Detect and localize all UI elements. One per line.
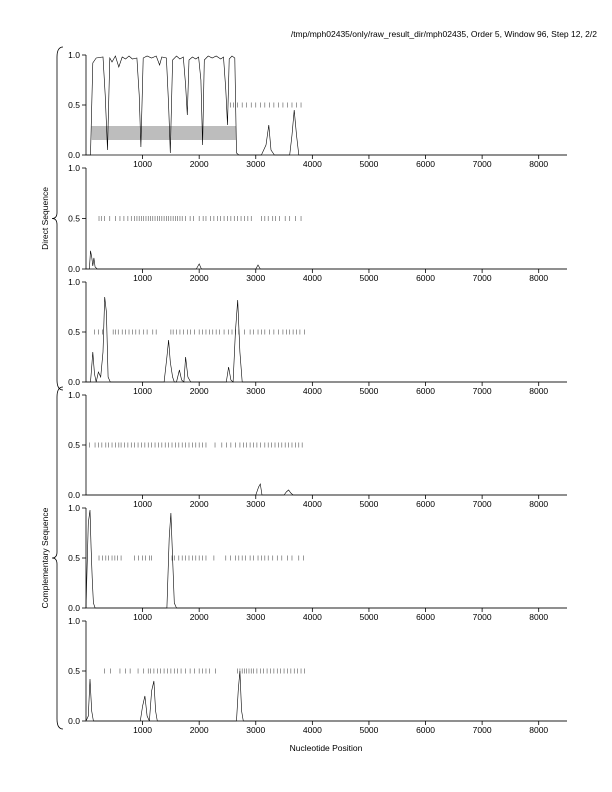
- x-tick-label: 8000: [529, 159, 549, 169]
- x-tick-label: 4000: [302, 386, 322, 396]
- y-tick-label: 0.5: [68, 327, 80, 337]
- y-tick-label: 1.0: [68, 163, 80, 173]
- x-tick-label: 6000: [416, 612, 435, 622]
- x-tick-label: 6000: [416, 159, 435, 169]
- probability-series-line: [86, 251, 567, 269]
- panel-5: [68, 503, 567, 622]
- x-tick-label: 7000: [472, 499, 492, 509]
- x-tick-label: 2000: [189, 273, 209, 283]
- group-label: Complementary Sequence: [40, 507, 50, 609]
- x-tick-label: 6000: [416, 273, 435, 283]
- x-tick-label: 5000: [359, 725, 379, 735]
- x-tick-label: 3000: [246, 273, 266, 283]
- x-tick-label: 6000: [416, 725, 435, 735]
- page-title: /tmp/mph02435/only/raw_result_dir/mph02435, Order 5, Window 96, Step 12, 2/2: [290, 29, 597, 39]
- group-brace: [52, 47, 63, 390]
- y-tick-label: 0.5: [68, 666, 80, 676]
- x-tick-label: 8000: [529, 725, 549, 735]
- x-tick-label: 3000: [246, 159, 266, 169]
- x-tick-label: 8000: [529, 612, 549, 622]
- panel-2: [68, 163, 567, 283]
- y-tick-label: 0.5: [68, 553, 80, 563]
- x-tick-label: 5000: [359, 159, 379, 169]
- x-tick-label: 1000: [133, 725, 153, 735]
- x-tick-label: 3000: [246, 725, 266, 735]
- panel-6: [68, 616, 567, 735]
- group-label: Direct Sequence: [40, 187, 50, 250]
- x-tick-label: 1000: [133, 612, 153, 622]
- probability-series-line: [86, 484, 567, 495]
- y-tick-label: 1.0: [68, 390, 80, 400]
- y-tick-label: 0.5: [68, 213, 80, 224]
- x-tick-label: 7000: [472, 612, 492, 622]
- y-tick-label: 0.5: [68, 440, 80, 450]
- x-tick-label: 2000: [189, 725, 209, 735]
- x-tick-label: 2000: [189, 612, 209, 622]
- panel-axes: [86, 621, 567, 721]
- y-tick-label: 0.5: [68, 100, 80, 110]
- panel-axes: [86, 282, 567, 382]
- x-tick-label: 4000: [302, 725, 322, 735]
- x-tick-label: 1000: [133, 273, 153, 283]
- panel-3: [68, 277, 567, 396]
- x-tick-label: 5000: [359, 499, 379, 509]
- x-tick-label: 4000: [302, 499, 322, 509]
- x-tick-label: 1000: [133, 386, 153, 396]
- panel-1: [68, 50, 567, 169]
- probability-series-line: [86, 56, 567, 155]
- y-tick-label: 1.0: [68, 503, 80, 513]
- group-brace: [52, 387, 63, 729]
- x-tick-label: 5000: [359, 273, 379, 283]
- x-tick-label: 7000: [472, 725, 492, 735]
- y-tick-label: 0.0: [68, 716, 80, 726]
- x-tick-label: 1000: [133, 499, 153, 509]
- x-tick-label: 8000: [529, 499, 549, 509]
- group-bracket: [40, 387, 63, 729]
- probability-series-line: [86, 297, 567, 382]
- y-tick-label: 0.0: [68, 603, 80, 613]
- x-tick-label: 8000: [529, 386, 549, 396]
- highlight-band: [92, 126, 236, 140]
- x-tick-label: 3000: [246, 612, 266, 622]
- x-axis-label: Nucleotide Position: [289, 743, 363, 753]
- x-tick-label: 2000: [189, 386, 209, 396]
- chart-panels: [68, 50, 567, 735]
- x-tick-label: 5000: [359, 386, 379, 396]
- group-bracket: [40, 47, 63, 390]
- x-tick-label: 7000: [472, 273, 492, 283]
- x-tick-label: 6000: [416, 499, 435, 509]
- x-tick-label: 6000: [416, 386, 435, 396]
- x-tick-label: 3000: [246, 499, 266, 509]
- y-tick-label: 0.0: [68, 490, 80, 500]
- panel-axes: [86, 508, 567, 608]
- x-tick-label: 7000: [472, 159, 492, 169]
- x-tick-label: 8000: [529, 273, 549, 283]
- probability-series-line: [86, 510, 567, 608]
- panel-axes: [86, 168, 567, 269]
- y-tick-label: 0.0: [68, 264, 80, 274]
- x-tick-label: 7000: [472, 386, 492, 396]
- y-tick-label: 0.0: [68, 150, 80, 160]
- x-tick-label: 4000: [302, 273, 322, 283]
- y-tick-label: 1.0: [68, 277, 80, 287]
- x-tick-label: 2000: [189, 159, 209, 169]
- x-tick-label: 2000: [189, 499, 209, 509]
- probability-series-line: [86, 671, 567, 721]
- x-tick-label: 1000: [133, 159, 153, 169]
- sequence-group-brackets: [40, 47, 63, 729]
- panel-4: [68, 390, 567, 509]
- x-tick-label: 4000: [302, 612, 322, 622]
- y-tick-label: 0.0: [68, 377, 80, 387]
- y-tick-label: 1.0: [68, 616, 80, 626]
- x-tick-label: 4000: [302, 159, 322, 169]
- y-tick-label: 1.0: [68, 50, 80, 60]
- x-tick-label: 3000: [246, 386, 266, 396]
- x-tick-label: 5000: [359, 612, 379, 622]
